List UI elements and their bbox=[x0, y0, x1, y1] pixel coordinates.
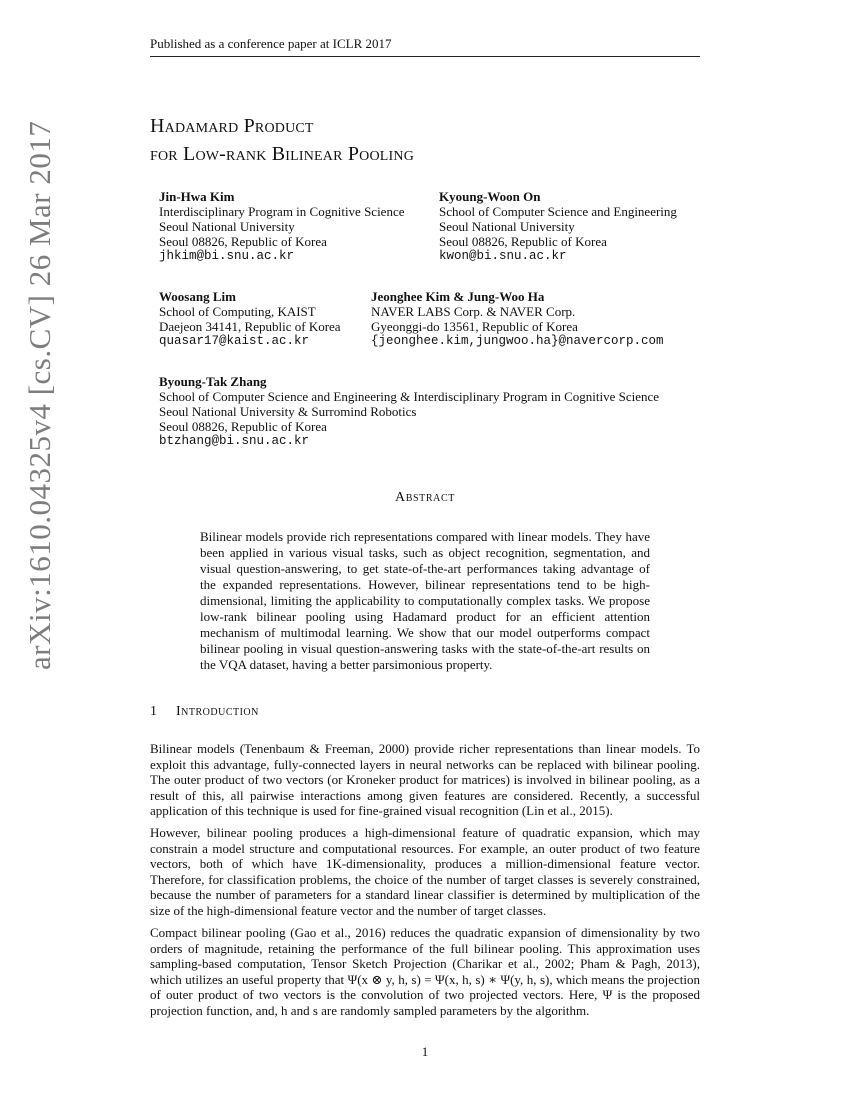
author-email[interactable]: quasar17@kaist.ac.kr bbox=[159, 334, 310, 348]
author-affiliation: Seoul National University bbox=[439, 219, 575, 234]
arxiv-side-stamp: arXiv:1610.04325v4 [cs.CV] 26 Mar 2017 bbox=[22, 120, 57, 670]
paper-title bbox=[150, 112, 414, 168]
author-address: Gyeonggi-do 13561, Republic of Korea bbox=[371, 319, 578, 334]
section-number: 1 bbox=[150, 704, 157, 719]
header-rule bbox=[150, 56, 700, 57]
author-address: Seoul 08826, Republic of Korea bbox=[159, 234, 327, 249]
author-block-4 bbox=[371, 289, 664, 349]
abstract-heading: Abstract bbox=[395, 490, 455, 505]
author-address: Seoul 08826, Republic of Korea bbox=[159, 419, 327, 434]
title-line-1: Hadamard Product bbox=[150, 115, 314, 137]
author-affiliation: School of Computer Science and Engineering bbox=[439, 204, 677, 219]
title-line-2: for Low-rank Bilinear Pooling bbox=[150, 143, 415, 165]
author-email[interactable]: kwon@bi.snu.ac.kr bbox=[439, 249, 567, 263]
intro-paragraph-3: Compact bilinear pooling (Gao et al., 2016) reduces the quadratic expansion of dimensionality by two orders of magnitude, retaining the performance of the full bilinear pooling. This approximation uses sampling-based computation, Tensor Sketch Projection (Charikar et al., 2002; Pham & Pagh, 2013), which utilizes an useful property that Ψ(x ⊗ y, h, s) = Ψ(x, h, s) ∗ Ψ(y, h, s), which means the projection of outer product of two vectors is the convolution of two projected vectors. Here, Ψ is the proposed projection function, and, h and s are randomly sampled parameters by the algorithm. bbox=[150, 925, 700, 1018]
author-email[interactable]: {jeonghee.kim,jungwoo.ha}@navercorp.com bbox=[371, 334, 664, 348]
section-title: Introduction bbox=[176, 704, 259, 719]
author-block-1 bbox=[159, 189, 405, 264]
page-number: 1 bbox=[421, 1044, 429, 1059]
author-name: Byoung-Tak Zhang bbox=[159, 374, 267, 389]
author-address: Seoul 08826, Republic of Korea bbox=[439, 234, 607, 249]
author-block-5 bbox=[159, 374, 659, 449]
author-block-2 bbox=[439, 189, 677, 264]
author-email[interactable]: jhkim@bi.snu.ac.kr bbox=[159, 249, 295, 263]
author-affiliation: School of Computing, KAIST bbox=[159, 304, 316, 319]
author-name: Jin-Hwa Kim bbox=[159, 189, 235, 204]
intro-paragraph-1: Bilinear models (Tenenbaum & Freeman, 2000) provide richer representations than linear models. To exploit this advantage, fully-connected layers in neural networks can be replaced with bilinear pooling. The outer product of two vectors (or Kroneker product for matrices) is involved in bilinear pooling, as a result of this, all pairwise interactions among given features are considered. Recently, a successful application of this technique is used for fine-grained visual recognition (Lin et al., 2015). bbox=[150, 741, 700, 818]
author-email[interactable]: btzhang@bi.snu.ac.kr bbox=[159, 434, 310, 448]
author-name: Kyoung-Woon On bbox=[439, 189, 541, 204]
running-header: Published as a conference paper at ICLR 2017 bbox=[150, 36, 392, 51]
section-heading bbox=[150, 704, 259, 720]
author-affiliation: NAVER LABS Corp. & NAVER Corp. bbox=[371, 304, 576, 319]
author-affiliation: Seoul National University bbox=[159, 219, 295, 234]
abstract-text: Bilinear models provide rich representations compared with linear models. They have been applied in various visual tasks, such as object recognition, segmentation, and visual question-answering, to get state-of-the-art performances taking advantage of the expanded representations. However, bilinear representations tend to be high-dimensional, limiting the applicability to computationally complex tasks. We propose low-rank bilinear pooling using Hadamard product for an efficient attention mechanism of multimodal learning. We show that our model outperforms compact bilinear pooling in visual question-answering tasks with the state-of-the-art results on the VQA dataset, having a better parsimonious property. bbox=[200, 529, 650, 672]
author-address: Daejeon 34141, Republic of Korea bbox=[159, 319, 341, 334]
author-name: Woosang Lim bbox=[159, 289, 236, 304]
author-block-3 bbox=[159, 289, 341, 349]
intro-paragraph-2: However, bilinear pooling produces a high-dimensional feature of quadratic expansion, which may constrain a model structure and computational resources. For example, an outer product of two feature vectors, both of which have 1K-dimensionality, produces a million-dimensional feature vector. Therefore, for classification problems, the choice of the number of target classes is severely constrained, because the number of parameters for a standard linear classifier is determined by multiplication of the size of the high-dimensional feature vector and the number of target classes. bbox=[150, 825, 700, 918]
author-name: Jeonghee Kim & Jung-Woo Ha bbox=[371, 289, 545, 304]
author-affiliation: School of Computer Science and Engineering & Interdisciplinary Program in Cognitive Science bbox=[159, 389, 660, 404]
author-affiliation: Seoul National University & Surromind Robotics bbox=[159, 404, 417, 419]
author-affiliation: Interdisciplinary Program in Cognitive Science bbox=[159, 204, 405, 219]
